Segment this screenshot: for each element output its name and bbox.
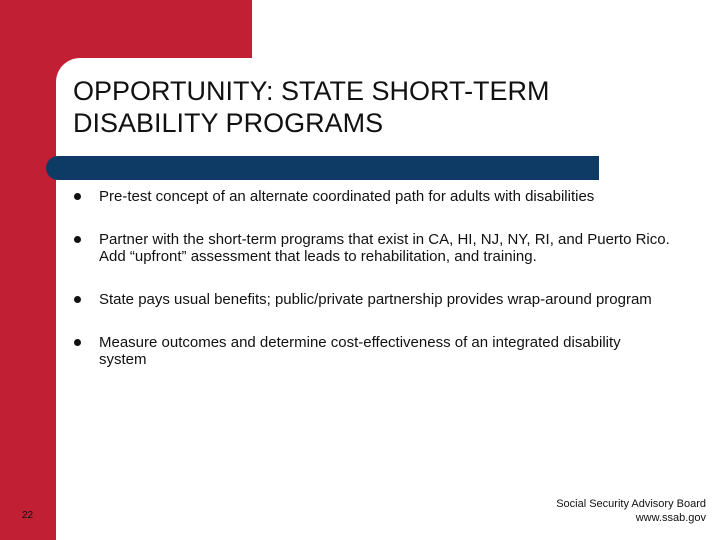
bullet-dot-icon <box>74 236 81 243</box>
slide-title <box>73 75 693 139</box>
footer <box>556 497 706 525</box>
bullet-text: Partner with the short-term programs that exist in CA, HI, NJ, NY, RI, and Puerto Rico. Add “upfront” assessment that leads to rehabilitation, and training. <box>99 231 670 265</box>
footer-organization: Social Security Advisory Board <box>556 498 706 510</box>
bullet-text: Measure outcomes and determine cost-effectiveness of an integrated disability system <box>99 334 621 368</box>
bullet-text: Pre-test concept of an alternate coordinated path for adults with disabilities <box>99 188 595 205</box>
bullet-dot-icon <box>74 339 81 346</box>
bullet-item <box>70 231 670 265</box>
title-divider-bar <box>46 156 599 180</box>
page-number: 22 <box>22 510 34 521</box>
bullet-item <box>70 188 670 205</box>
bullet-list <box>70 188 670 394</box>
bullet-item <box>70 291 670 308</box>
bullet-dot-icon <box>74 193 81 200</box>
bullet-dot-icon <box>74 296 81 303</box>
title-line-2: DISABILITY PROGRAMS <box>73 108 384 138</box>
footer-url: www.ssab.gov <box>635 512 706 524</box>
bullet-text: State pays usual benefits; public/private partnership provides wrap-around program <box>99 291 652 308</box>
bullet-item <box>70 334 670 368</box>
title-line-1: OPPORTUNITY: STATE SHORT-TERM <box>73 76 550 106</box>
